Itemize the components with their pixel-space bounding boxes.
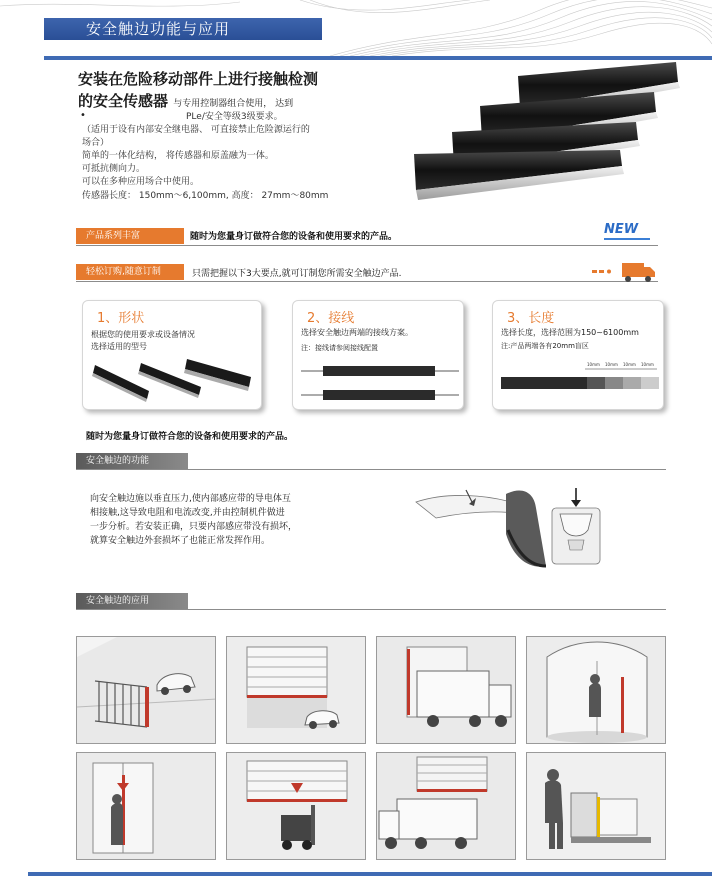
card-title: 1、形状 [97,311,145,326]
card-title: 3、长度 [507,311,555,326]
card-line: 选择长度，选择范围为150~6100mm [501,328,639,337]
function-label: 安全触边的功能 [76,453,188,469]
headline-suffix: 与专用控制器组合使用， 达到 [173,99,294,109]
intro-line: PLe/安全等级3级要求。 [186,112,283,122]
intro-line: 传感器长度： 150mm～6,100mm, 高度： 27mm～80mm [82,191,329,201]
application-sliding-gate-image [76,636,216,744]
intro-text [82,111,382,203]
segment-label: 10mm [623,362,636,367]
intro-line: 可抵抗侧向力。 [82,164,146,174]
intro-bullet: • [80,110,86,121]
card-line: 选择适用的型号 [91,342,147,351]
intro-line: 可以在多种应用场合中使用。 [82,177,200,187]
application-divider [76,609,666,610]
card-title: 2、接线 [307,311,355,326]
application-label: 安全触边的应用 [76,593,188,609]
wiring-diagram [301,361,459,407]
headline-line2: 的安全传感器 [78,92,169,110]
card-length [492,300,664,410]
series-label: 产品系列丰富 [76,228,184,244]
application-sliding-door-image [76,752,216,860]
intro-line: 场合） [82,138,110,148]
hand-press-illustration [406,474,616,574]
new-badge-underline [604,238,650,240]
sensor-shapes-image [91,357,257,407]
application-pallet-truck-image [526,752,666,860]
application-roller-door-image [226,636,366,744]
safety-edge-sensors-image [408,62,688,222]
function-line: 一步分析。若安装正确，只要内部感应带没有损坏， [90,522,298,532]
summary-text: 随时为您量身订做符合您的设备和使用要求的产品。 [86,432,294,442]
card-line: 根据您的使用要求或设备情况 [91,330,195,339]
card-shape [82,300,262,410]
card-note: 注:产品两端各有20mm盲区 [501,342,589,350]
delivery-truck-icon [592,261,656,283]
custom-label: 轻松订购,随意订制 [76,264,184,280]
application-revolving-door-image [526,636,666,744]
header-rule [44,56,712,60]
segment-label: 10mm [587,362,600,367]
function-line: 向安全触边施以垂直压力,使内部感应带的导电体互 [90,494,291,504]
application-truck-dock-image [376,752,516,860]
headline-line1: 安装在危险移动部件上进行接触检测 [78,70,319,88]
series-note: 随时为您量身订做符合您的设备和使用要求的产品。 [190,232,398,242]
page-title: 安全触边功能与应用 [44,18,322,40]
card-line: 选择安全触边两端的接线方案。 [301,328,413,337]
function-line: 就算安全触边外套损坏了也能正常发挥作用。 [90,536,271,546]
series-divider [76,245,658,246]
application-gallery [76,636,664,858]
function-divider [76,469,666,470]
custom-note: 只需把握以下3大要点,就可订制您所需安全触边产品. [192,269,402,279]
application-loading-dock-image [376,636,516,744]
segment-label: 10mm [605,362,618,367]
intro-line: 简单的一体化结构， 将传感器和原盖融为一体。 [82,151,274,161]
card-wiring [292,300,464,410]
length-diagram [499,361,661,395]
application-forklift-door-image [226,752,366,860]
custom-divider [76,281,658,282]
footer-rule [28,872,712,876]
function-line: 相接触,这导致电阻和电流改变,并由控制机件做进 [90,508,285,518]
new-badge: NEW [604,222,639,237]
function-text [90,492,380,548]
segment-label: 10mm [641,362,654,367]
intro-headline [78,68,318,115]
intro-line: （适用于设有内部安全继电器、 可直接禁止危险源运行的 [82,125,310,135]
header-banner [0,0,712,56]
card-note: 注：接线请参阅接线配置 [301,344,378,352]
